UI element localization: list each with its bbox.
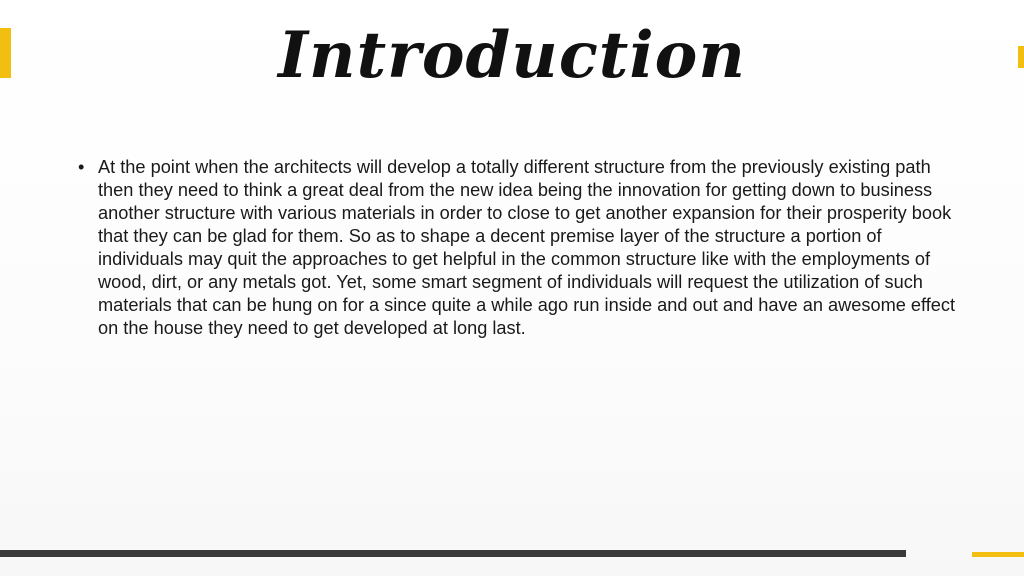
bullet-list <box>78 156 958 340</box>
list-item <box>78 156 958 340</box>
slide-title: Introduction <box>278 18 746 93</box>
bottom-accent-bar <box>972 552 1024 557</box>
bottom-divider-bar <box>0 550 906 557</box>
bullet-text: At the point when the architects will develop a totally different structure from the previously existing path then they need to think a great deal from the new idea being the innovation for getting down to business another structure with various materials in order to close to get another expansion for their prosperity book that they can be glad for them. So as to shape a decent premise layer of the structure a portion of individuals may quit the approaches to get helpful in the common structure like with the employments of wood, dirt, or any metals got. Yet, some smart segment of individuals will request the utilization of such materials that can be hung on for a since quite a while ago run inside and out and have an awesome effect on the house they need to get developed at long last. <box>98 157 956 338</box>
bullet-icon: • <box>78 157 85 177</box>
